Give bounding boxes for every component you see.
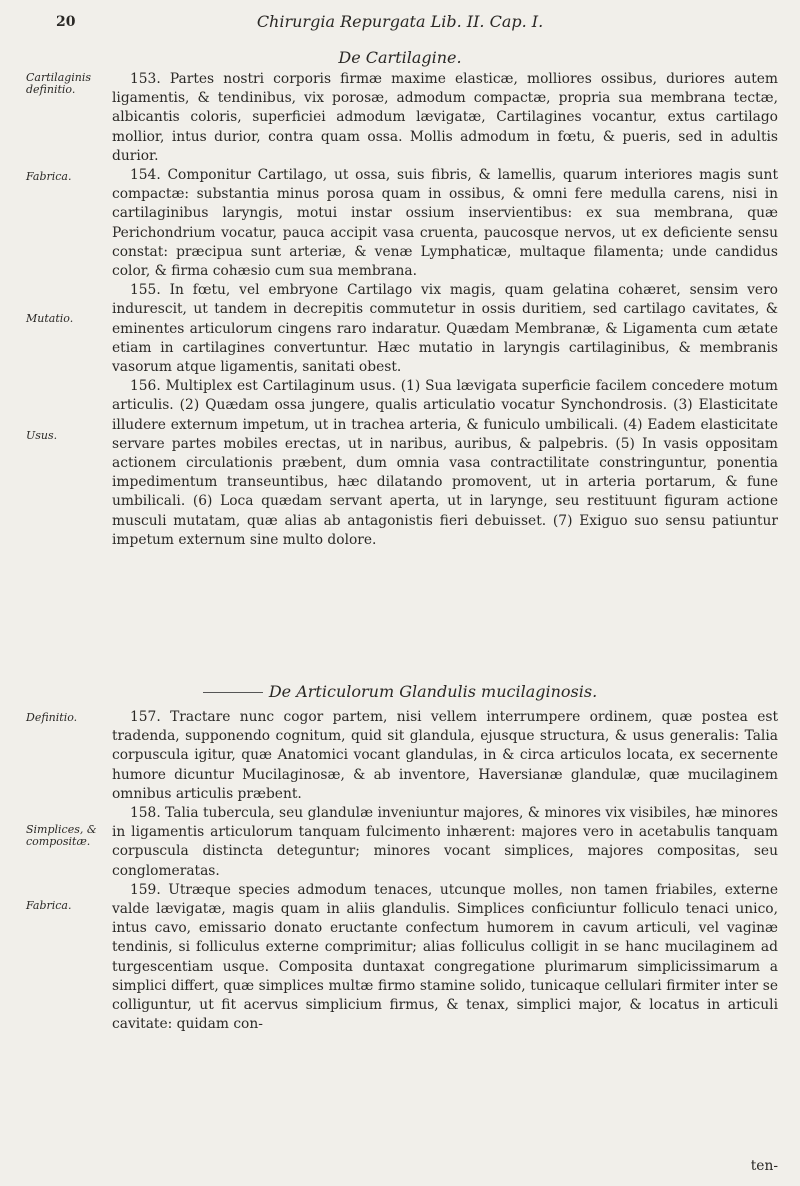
margin-note-mutatio: Mutatio. bbox=[26, 312, 74, 325]
paragraph-154: 154. Componitur Cartilago, ut ossa, suis fibris, & lamellis, quarum interiores magis sunt compactæ: substantia minus porosa quam in ossibus, & omni fere medulla carens, nisi in cartilaginibus laryngis, motui instar ossium inservientibus: ex sua membrana, quæ Perichondrium vocatur, pauca accipit vasa cruenta, paucosque nervos, ut ex deficiente sensu constat: præcipua sunt arteriæ, & venæ Lymphaticæ, multaque filamenta; unde candidus color, & firma cohæsio cum sua membrana. bbox=[112, 167, 778, 280]
running-title: Chirurgia Repurgata Lib. II. Cap. I. bbox=[256, 12, 544, 31]
catchword: ten- bbox=[750, 1158, 778, 1174]
paragraph-158: 158. Talia tubercula, seu glandulæ inveniuntur majores, & minores vix visibiles, hæ minores in ligamentis articulorum tanquam fulcimento inhærent: majores vero in acetabulis tanquam corpuscula distincta deteguntur; minores vocant simplices, majores compositas, seu conglomeratas. bbox=[112, 805, 778, 879]
margin-note-simplices: Simplices, & compositæ. bbox=[26, 823, 97, 848]
paragraph-157: 157. Tractare nunc cogor partem, nisi vellem interrumpere ordinem, quæ postea est tradenda, supponendo cognitum, quid sit glandula, ejusque structura, & usus generalis: Talia corpuscula igitur, quæ Anatomici vocant glandulas, in & circa articulos locata, ex secernente humore dicuntur Mucilaginosæ, & ab inventore, Haversianæ glandulæ, quæ mucilaginem omnibus articulis præbent. bbox=[112, 709, 778, 802]
margin-note-fabrica: Fabrica. bbox=[26, 170, 72, 183]
margin-note-definitio: Definitio. bbox=[26, 711, 78, 724]
paragraph-153: 153. Partes nostri corporis firmæ maxime elasticæ, molliores ossibus, duriores autem ligamentis, & tendinibus, vix porosæ, admodum compactæ, propria sua membrana tectæ, albicantis coloris, superficiei admodum lævigatæ, Cartilagines vocantur, extus cartilago mollior, intus durior, contra quam ossa. Mollis admodum in fœtu, & pueris, sed in adultis durior. bbox=[112, 71, 778, 164]
section-glands-body bbox=[112, 708, 778, 1034]
page-number: 20 bbox=[56, 14, 76, 30]
section-title-glands bbox=[0, 682, 800, 701]
margin-note-fabrica-2: Fabrica. bbox=[26, 899, 72, 912]
section-cartilage-body bbox=[112, 70, 778, 550]
section-title-glands-text: De Articulorum Glandulis mucilaginosis. bbox=[268, 682, 598, 701]
paragraph-159: 159. Utræque species admodum tenaces, utcunque molles, non tamen friabiles, externe valde lævigatæ, magis quam in aliis glandulis. Simplices conficiuntur folliculo tenaci unico, intus cavo, emissario donato eructante confectum humorem in cavum articuli, vel vaginæ tendinis, si folliculus externe comprimitur; alias folliculus colligit in se hanc mucilaginem ad turgescentiam usque. Composita duntaxat congregatione plurimarum simplicissimarum a simplici differt, quæ simplices multæ firmo stamine solido, tunicaque cellulari firmiter inter se colliguntur, ut fit acervus simplicium firmus, & tenax, simplici major, & locatus in articuli cavitate: quidam con- bbox=[112, 881, 778, 1033]
margin-note-usus: Usus. bbox=[26, 429, 58, 442]
paragraph-155: 155. In fœtu, vel embryone Cartilago vix magis, quam gelatina cohæret, sensim vero indurescit, ut tandem in decrepitis commutetur in ossis duritiem, sed cartilago cavitates, & eminentes articulorum cingens raro indaratur. Quædam Membranæ, & Ligamenta cum ætate etiam in cartilagines convertuntur. Hæc mutatio in laryngis cartilaginibus, & membranis vasorum atque ligamentis, sanitati obest. bbox=[112, 282, 778, 376]
title-rule bbox=[203, 692, 263, 693]
paragraph-156: 156. Multiplex est Cartilaginum usus. (1) Sua lævigata superficie facilem concedere motum articulis. (2) Quædam ossa jungere, qualis articulatio vocatur Synchondrosis. (3) Elasticitate illudere externum impetum, ut in trachea arteria, & funiculo umbilicali. (4) Eadem elasticitate servare partes mobiles erectas, ut in naribus, auribus, & palpebris. (5) In vasis oppositam actionem circulationis præbent, dum omnia vasa contractilitate constringuntur, ponentia impedimentum transeuntibus, hæc dilatando promovent, ut in arteria portarum, & fune umbilicali. (6) Loca quædam servant aperta, ut in larynge, seu restituunt figuram actione musculi mutatam, quæ alias ab antagonistis fieri debuisset. (7) Exiguo suo sensu patiuntur impetum externum sine multo dolore. bbox=[112, 378, 778, 548]
margin-note-definition: Cartilaginis definitio. bbox=[26, 71, 92, 96]
section-title-cartilage: De Cartilagine. bbox=[338, 48, 462, 67]
